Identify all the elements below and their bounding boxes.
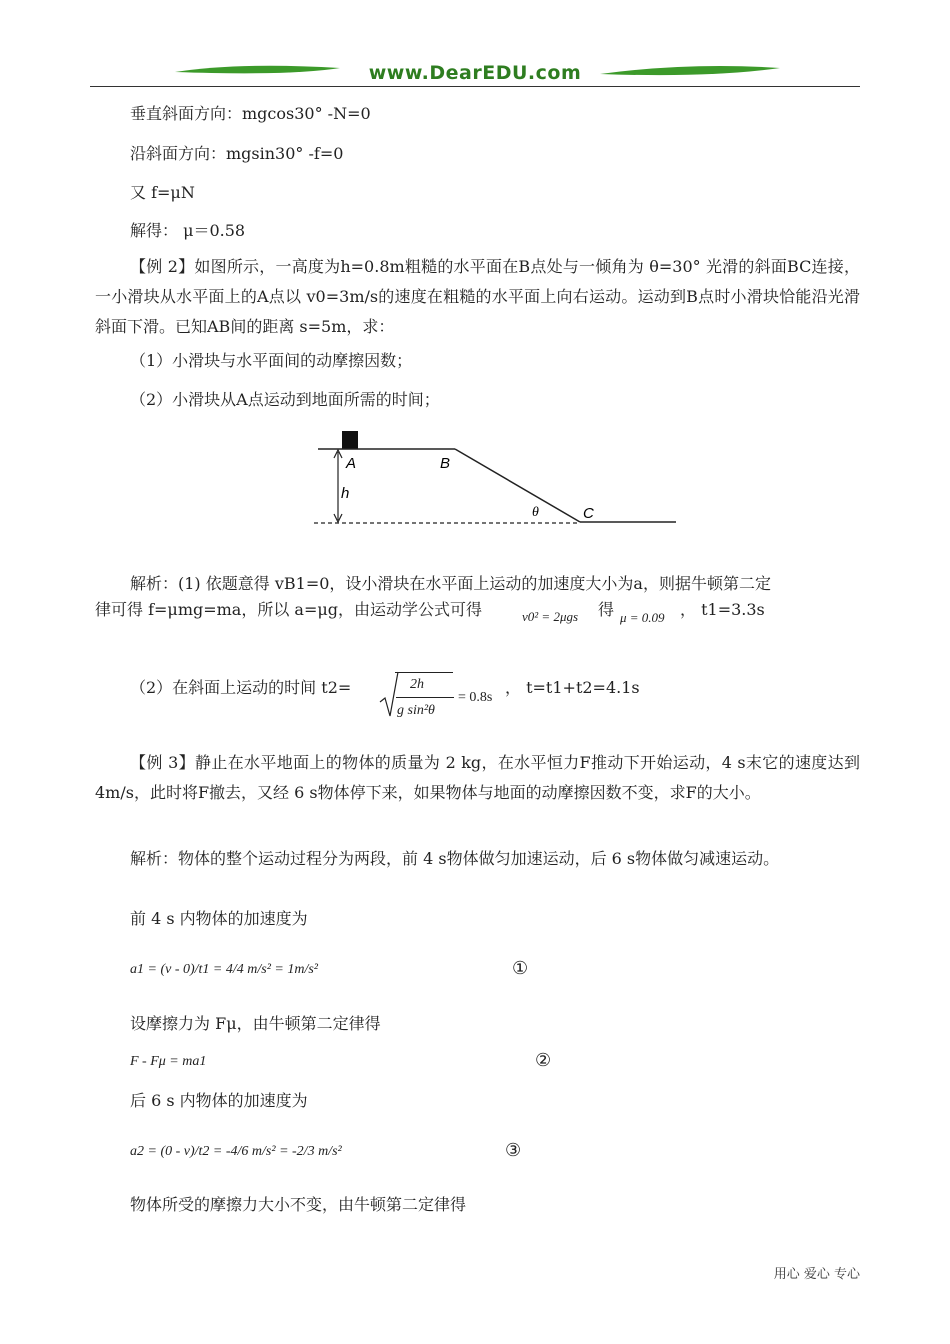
example-2-tag: 【例 2】 bbox=[130, 257, 195, 276]
example-2-text: 如图所示，一高度为h=0.8m粗糙的水平面在B点处与一倾角为 θ=30° 光滑的斜面BC连接，一小滑块从水平面上的A点以 v0=3m/s的速度在粗糙的水平面上向右运动。运动到B点时小滑块恰能沿光滑斜面下滑。已知AB间的距离 s=5m，求： bbox=[95, 257, 860, 336]
solution-1-line-b: 律可得 f=μmg=ma，所以 a=μg，由运动学公式可得 bbox=[95, 600, 483, 619]
equation-3-number: ③ bbox=[505, 1140, 522, 1161]
label-b: B bbox=[440, 455, 451, 472]
example-3-statement bbox=[95, 748, 860, 808]
eq-along-slope: 沿斜面方向：mgsin30° -f=0 bbox=[130, 144, 344, 163]
eq-result: 解得： μ＝0.58 bbox=[130, 221, 246, 240]
example-3-solution-intro: 解析：物体的整个运动过程分为两段，前 4 s物体做匀加速运动，后 6 s物体做匀减速运动。 bbox=[130, 849, 780, 868]
solution-1-line-a: 解析：(1) 依题意得 vB1=0，设小滑块在水平面上运动的加速度大小为a，则据牛顿第二定 bbox=[130, 574, 771, 593]
label-c: C bbox=[583, 505, 594, 522]
equation-3: a2 = (0 - v)/t2 = -4/6 m/s² = -2/3 m/s² bbox=[130, 1144, 342, 1159]
example-3-para-3: 后 6 s 内物体的加速度为 bbox=[130, 1091, 308, 1110]
site-logo: www.DearEDU.com bbox=[368, 62, 582, 84]
equation-1-number: ① bbox=[512, 958, 529, 979]
example-2-question-2: （2）小滑块从A点运动到地面所需的时间； bbox=[130, 390, 440, 409]
sqrt-numerator: 2h bbox=[410, 677, 424, 692]
equation-2: F - Fμ = ma1 bbox=[130, 1054, 207, 1069]
eq-perpendicular: 垂直斜面方向：mgcos30° -N=0 bbox=[130, 104, 371, 123]
solution-1-de: 得 bbox=[598, 600, 615, 619]
equation-1: a1 = (v - 0)/t1 = 4/4 m/s² = 1m/s² bbox=[130, 962, 319, 977]
slope-line bbox=[455, 449, 580, 522]
example-3-para-4: 物体所受的摩擦力大小不变，由牛顿第二定律得 bbox=[130, 1195, 467, 1214]
example-3-para-2: 设摩擦力为 Fμ，由牛顿第二定律得 bbox=[130, 1014, 381, 1033]
solution-2-total: ， t=t1+t2=4.1s bbox=[505, 678, 640, 697]
sqrt-denominator: g sin²θ bbox=[397, 703, 435, 718]
example-3-tag: 【例 3】 bbox=[130, 753, 195, 772]
label-a: A bbox=[346, 455, 357, 472]
example-2-question-1: （1）小滑块与水平面间的动摩擦因数； bbox=[130, 351, 413, 370]
slope-diagram bbox=[310, 428, 690, 532]
eq-friction: 又 f=μN bbox=[130, 183, 195, 202]
label-theta: θ bbox=[532, 505, 539, 520]
example-3-text: 静止在水平地面上的物体的质量为 2 kg，在水平恒力F推动下开始运动，4 s末它的速度达到 4m/s，此时将F撤去，又经 6 s物体停下来，如果物体与地面的动摩擦因数不变，求F的大小。 bbox=[95, 753, 860, 802]
solution-1-formula: v0² = 2μgs bbox=[522, 609, 579, 624]
solution-1-t1: ， t1=3.3s bbox=[680, 600, 765, 619]
solution-2-result: = 0.8s bbox=[458, 690, 493, 705]
example-3-para-1: 前 4 s 内物体的加速度为 bbox=[130, 909, 308, 928]
solution-1-mu: μ = 0.09 bbox=[620, 610, 665, 625]
solution-2-text: （2）在斜面上运动的时间 t2= bbox=[130, 678, 352, 697]
header-rule bbox=[90, 86, 860, 87]
label-h: h bbox=[341, 485, 350, 502]
equation-2-number: ② bbox=[535, 1050, 552, 1071]
footer-motto: 用心 爱心 专心 bbox=[773, 1267, 860, 1282]
example-2-statement bbox=[95, 252, 860, 342]
block-icon bbox=[342, 431, 358, 449]
